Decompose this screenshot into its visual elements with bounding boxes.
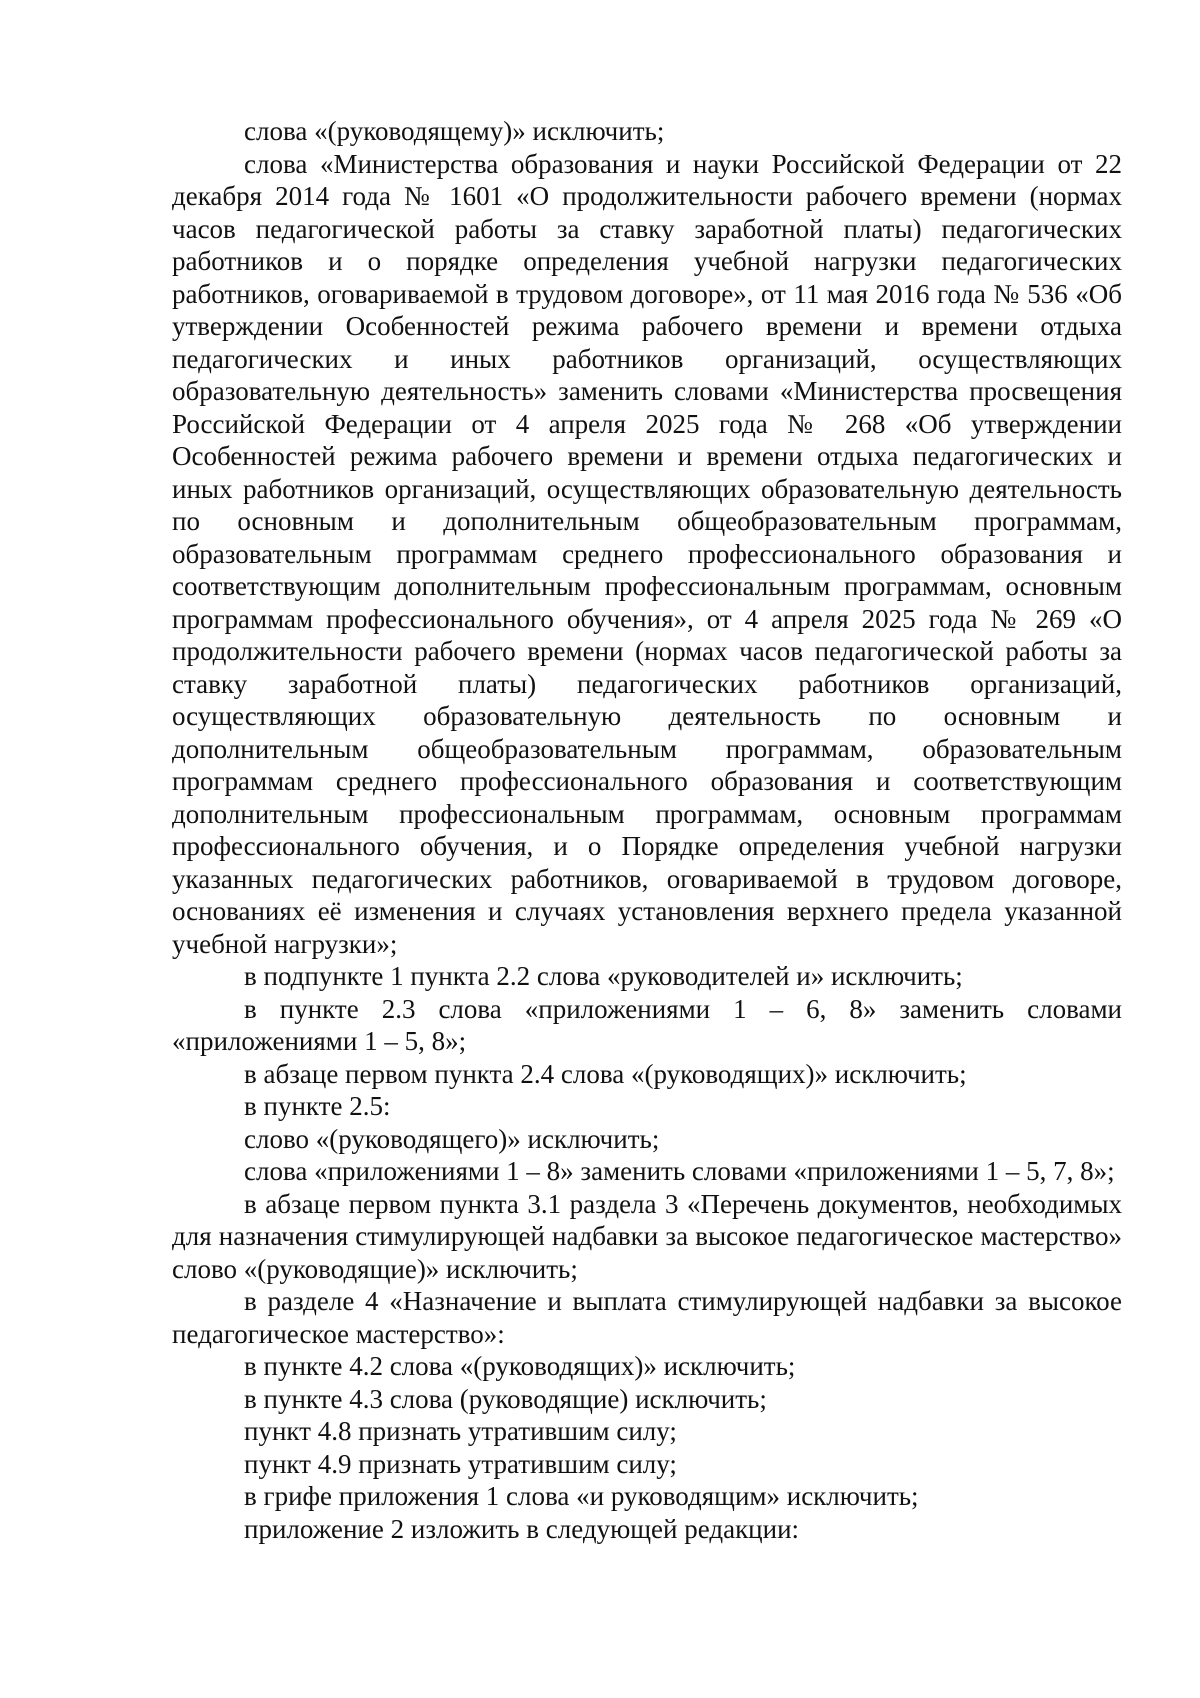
paragraph: пункт 4.9 признать утратившим силу;: [244, 1448, 677, 1479]
paragraph: слова «(руководящему)» исключить;: [244, 116, 665, 146]
paragraph: в пункте 2.3 слова «приложениями 1 – 6, 8» заменить словами «приложениями 1 – 5, 8»;: [172, 993, 1122, 1056]
paragraph: в пункте 4.3 слова (руководящие) исключить;: [244, 1383, 767, 1414]
paragraph: в подпункте 1 пункта 2.2 слова «руководителей и» исключить;: [244, 961, 963, 991]
paragraph: пункт 4.8 признать утратившим силу;: [244, 1416, 677, 1446]
paragraph: слова «приложениями 1 – 8» заменить словами «приложениями 1 – 5, 7, 8»;: [244, 1156, 1115, 1186]
paragraph: в пункте 2.5:: [244, 1091, 391, 1121]
paragraph: в разделе 4 «Назначение и выплата стимулирующей надбавки за высокое педагогическое мастерство»:: [172, 1286, 1122, 1349]
paragraph: приложение 2 изложить в следующей редакции:: [244, 1513, 800, 1544]
document-body: [172, 115, 1122, 1545]
paragraph: в абзаце первом пункта 2.4 слова «(руководящих)» исключить;: [244, 1058, 967, 1089]
paragraph: слова «Министерства образования и науки Российской Федерации от 22 декабря 2014 года № 1601 «О продолжительности рабочего времени (нормах часов педагогической работы за ставку заработной платы) педагогических работников и о порядке определения учебной нагрузки педагогических работников, оговариваемой в трудовом договоре», от 11 мая 2016 года № 536 «Об утверждении Особенностей режима рабочего времени и времени отдыха педагогических и иных работников организаций, осуществляющих образовательную деятельность» заменить словами «Министерства просвещения Российской Федерации от 4 апреля 2025 года № 268 «Об утверждении Особенностей режима рабочего времени и времени отдыха педагогических и иных работников организаций, осуществляющих образовательную деятельность по основным и дополнительным общеобразовательным программам, образовательным программам среднего профессионального образования и соответствующим дополнительным профессиональным программам, основным программам профессионального обучения», от 4 апреля 2025 года № 269 «О продолжительности рабочего времени (нормах часов педагогической работы за ставку заработной платы) педагогических работников организаций, осуществляющих образовательную деятельность по основным и дополнительным общеобразовательным программам, образовательным программам среднего профессионального образования и соответствующим дополнительным профессиональным программам, основным программам профессионального обучения, и о Порядке определения учебной нагрузки указанных педагогических работников, оговариваемой в трудовом договоре, основаниях её изменения и случаях установления верхнего предела указанной учебной нагрузки»;: [172, 148, 1122, 959]
paragraph: в пункте 4.2 слова «(руководящих)» исключить;: [244, 1351, 796, 1381]
paragraph: слово «(руководящего)» исключить;: [244, 1123, 660, 1154]
paragraph: в абзаце первом пункта 3.1 раздела 3 «Перечень документов, необходимых для назначения стимулирующей надбавки за высокое педагогическое мастерство» слово «(руководящие)» исключить;: [172, 1188, 1122, 1284]
paragraph: в грифе приложения 1 слова «и руководящим» исключить;: [244, 1481, 919, 1511]
